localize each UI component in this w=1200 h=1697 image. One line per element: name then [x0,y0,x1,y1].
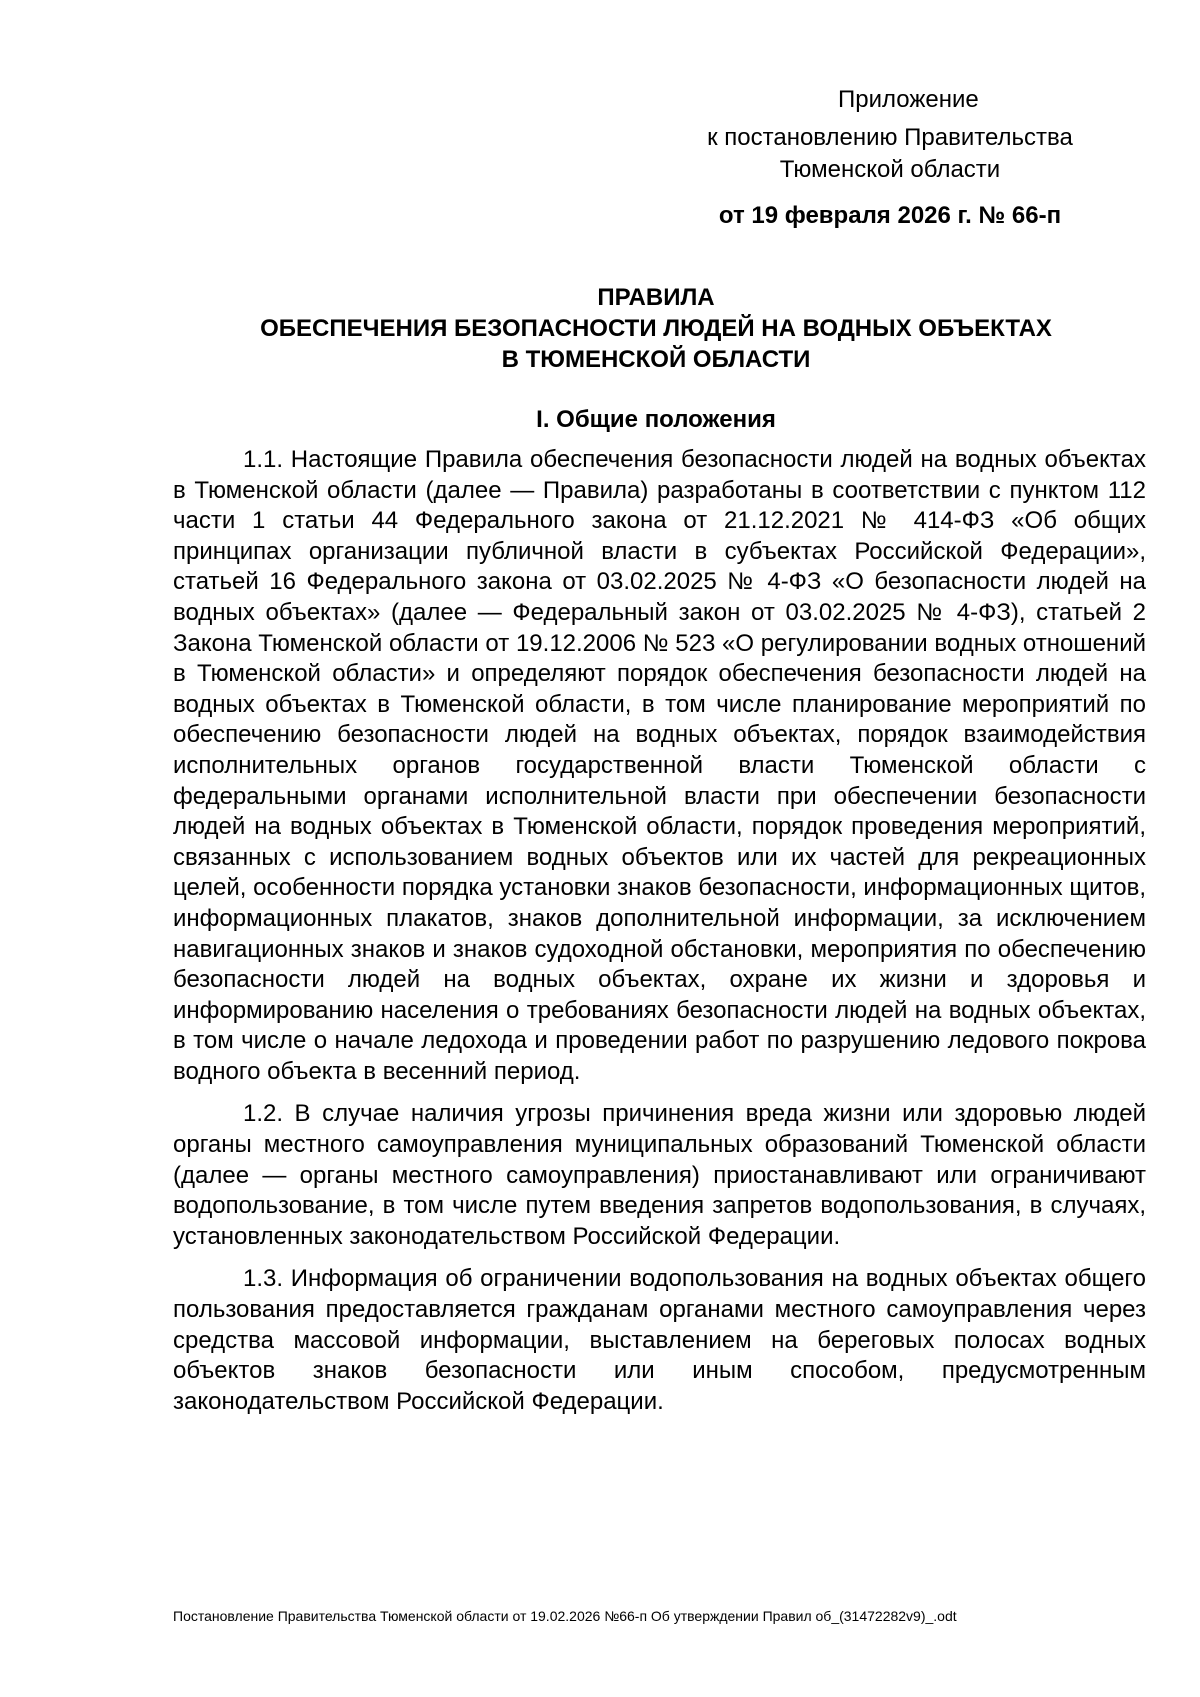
appendix-block [680,84,1130,232]
appendix-line-1: к постановлению Правительства [707,124,1073,151]
paragraph-1-1: 1.1. Настоящие Правила обеспечения безопасности людей на водных объектах в Тюменской области (далее — Правила) разработаны в соответствии с пунктом 112 части 1 статьи 44 Федерального закона от 21.12.2021 № 414-ФЗ «Об общих принципах организации публичной власти в субъектах Российской Федерации», статьей 16 Федерального закона от 03.02.2025 № 4-ФЗ «О безопасности людей на водных объектах» (далее — Федеральный закон от 03.02.2025 № 4-ФЗ), статьей 2 Закона Тюменской области от 19.12.2006 № 523 «О регулировании водных отношений в Тюменской области» и определяют порядок обеспечения безопасности людей на водных объектах в Тюменской области, в том числе планирование мероприятий по обеспечению безопасности людей на водных объектах, порядок взаимодействия исполнительных органов государственной власти Тюменской области с федеральными органами исполнительной власти при обеспечении безопасности людей на водных объектах в Тюменской области, порядок проведения мероприятий, связанных с использованием водных объектов или их частей для рекреационных целей, особенности порядка установки знаков безопасности, информационных щитов, информационных плакатов, знаков дополнительной информации, за исключением навигационных знаков и знаков судоходной обстановки, мероприятия по обеспечению безопасности людей на водных объектах, охране их жизни и здоровья и информированию населения о требованиях безопасности людей на водных объектах, в том числе о начале ледохода и проведении работ по разрушению ледового покрова водного объекта в весенний период. [173,446,1146,1085]
appendix-line-2: Тюменской области [779,156,1001,183]
paragraph-1-2: 1.2. В случае наличия угрозы причинения вреда жизни или здоровью людей органы местного самоуправления муниципальных образований Тюменской области (далее — органы местного самоуправления) приостанавливают или ограничивают водопользование, в том числе путем введения запретов водопользования, в случаях, установленных законодательством Российской Федерации. [173,1100,1146,1250]
document-footer: Постановление Правительства Тюменской области от 19.02.2026 №66-п Об утверждении Правил об_(31472282v9)_.odt [173,1608,957,1624]
document-title-line-2: ОБЕСПЕЧЕНИЯ БЕЗОПАСНОСТИ ЛЮДЕЙ НА ВОДНЫХ ОБЪЕКТАХ [260,315,1052,342]
document-title [170,282,1142,375]
appendix-date: от 19 февраля 2026 г. № 66-п [718,202,1062,229]
section-title: I. Общие положения [536,406,776,433]
document-title-line-1: ПРАВИЛА [597,284,715,311]
document-body [173,445,1146,1429]
appendix-title: Приложение [838,86,979,113]
paragraph-1-3: 1.3. Информация об ограничении водопользования на водных объектах общего пользования предоставляется гражданам органами местного самоуправления через средства массовой информации, выставлением на береговых полосах водных объектов знаков безопасности или иным способом, предусмотренным законодательством Российской Федерации. [173,1265,1146,1415]
document-title-line-3: В ТЮМЕНСКОЙ ОБЛАСТИ [501,346,811,373]
